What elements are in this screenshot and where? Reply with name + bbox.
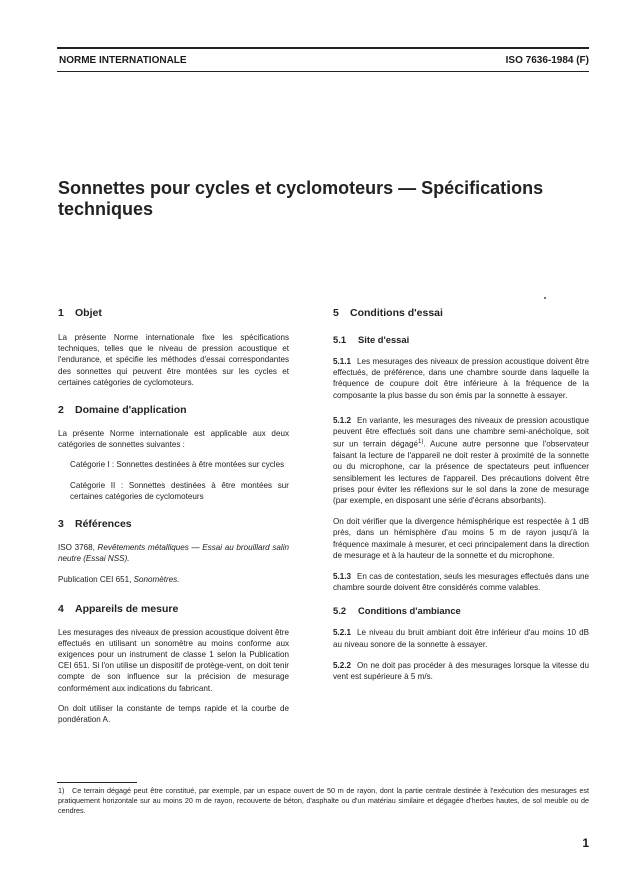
running-header <box>57 55 589 70</box>
clause-5-1-1: 5.1.1 Les mesurages des niveaux de pression acoustique doivent être effectués, de préférence, dans une chambre sourde dans laquelle la fréquence de coupure doit être inférieure à la fréquence de la composante la plus basse du son émis par la sonnette à essayer. <box>333 357 589 400</box>
section-4-heading: 4 Appareils de mesure <box>58 602 179 615</box>
subsection-5-1-heading: 5.1 Site d'essai <box>333 334 410 345</box>
reference-cei-651: Publication CEI 651, Sonomètres. <box>58 575 180 585</box>
page-number: 1 <box>582 836 589 850</box>
document-title <box>58 178 578 220</box>
clause-5-1-2: 5.1.2 En variante, les mesurages des niveaux de pression acoustique peuvent être effectués soit dans une chambre semi-anéchoïque, soit sur un terrain dégagé$^{1)}$. Aucune autre personne que l'observateur faisant la lecture de l'appareil ne doit rester à proximité de la sonnette ou du microphone, car la présence de spectateurs peut influencer sensiblement les lectures de l'appareil. Des précautions doivent être prises pour éviter les réflexions sur le sol dans la zone de mesurage (par exemple, en disposant une série d'écrans absorbants). <box>333 415 589 505</box>
left-column <box>58 307 289 725</box>
clause-5-2-1: 5.2.1 Le niveau du bruit ambiant doit être inférieur d'au moins 10 dB au niveau sonore de la sonnette à essayer. <box>333 628 589 649</box>
reference-iso-3768: ISO 3768, Revêtements métalliques — Essai au brouillard salin neutre (Essai NSS). <box>58 543 289 564</box>
scan-speck <box>544 297 546 299</box>
header-bottom-rule <box>57 71 589 72</box>
section-3-heading: 3 Références <box>58 518 132 531</box>
header-right: ISO 7636-1984 (F) <box>505 55 589 66</box>
section-1-heading: 1 Objet <box>58 307 102 319</box>
clause-5-1-3: 5.1.3 En cas de contestation, seuls les mesurages effectués dans une chambre sourde doivent être considérés comme valables. <box>333 571 589 593</box>
category-1: Catégorie I : Sonnettes destinées à être montées sur cycles <box>70 460 285 470</box>
section-5-heading: 5 Conditions d'essai <box>333 307 443 319</box>
title-line-2: techniques <box>58 199 154 219</box>
clause-5-2-2: 5.2.2 On ne doit pas procéder à des mesurages lorsque la vitesse du vent est supérieure à 5 m/s. <box>333 660 589 681</box>
section-1-text: La présente Norme internationale fixe les spécifications techniques, telles que le niveau de pression acoustique et l'endurance, et spécifie les méthodes d'essai correspondantes des sonnettes qui peuvent être montées sur les cycles et certaines catégories de cyclomoteurs. <box>58 333 289 387</box>
right-column <box>333 307 589 682</box>
footnote-rule <box>57 782 137 783</box>
header-left: NORME INTERNATIONALE <box>59 55 187 66</box>
header-top-rule <box>57 47 589 49</box>
section-4-text-2: On doit utiliser la constante de temps rapide et la courbe de pondération A. <box>58 703 289 725</box>
clause-5-1-2-continued: On doit vérifier que la divergence hémisphérique est respectée à 1 dB près, dans un hémisphère d'au moins 5 m de rayon jusqu'à la fréquence maximale à mesurer, et ceci principalement dans la direction de mesurage et à la hauteur de la sonnette et du microphone. <box>333 517 589 560</box>
section-2-heading: 2 Domaine d'application <box>58 404 187 417</box>
title-line-1: Sonnettes pour cycles et cyclomoteurs — Spécifications <box>58 178 544 198</box>
subsection-5-2-heading: 5.2 Conditions d'ambiance <box>333 605 461 617</box>
section-2-text: La présente Norme internationale est applicable aux deux catégories de sonnettes suivantes : <box>58 429 289 450</box>
section-4-text: Les mesurages des niveaux de pression acoustique doivent être effectués en utilisant un sonomètre au moins conforme aux exigences pour un instrument de classe 1 selon la Publication CEI 651. Si l'on utilise un dispositif de protège-vent, on doit tenir compte de son influence sur la précision de mesurage conformément aux indications du fabricant. <box>58 627 289 693</box>
category-2: Catégorie II : Sonnettes destinées à être montées sur certaines catégories de cyclomoteurs <box>70 480 289 501</box>
footnote: 1) Ce terrain dégagé peut être constitué, par exemple, par un espace ouvert de 50 m de rayon, dont la partie centrale destinée à l'exécution des mesurages est pratiquement horizontale sur au moins 20 m de rayon, recouverte de béton, d'asphalte ou d'un matériau similaire et dégagée d'herbes hautes, de sol meuble ou de cendres. <box>58 786 589 816</box>
